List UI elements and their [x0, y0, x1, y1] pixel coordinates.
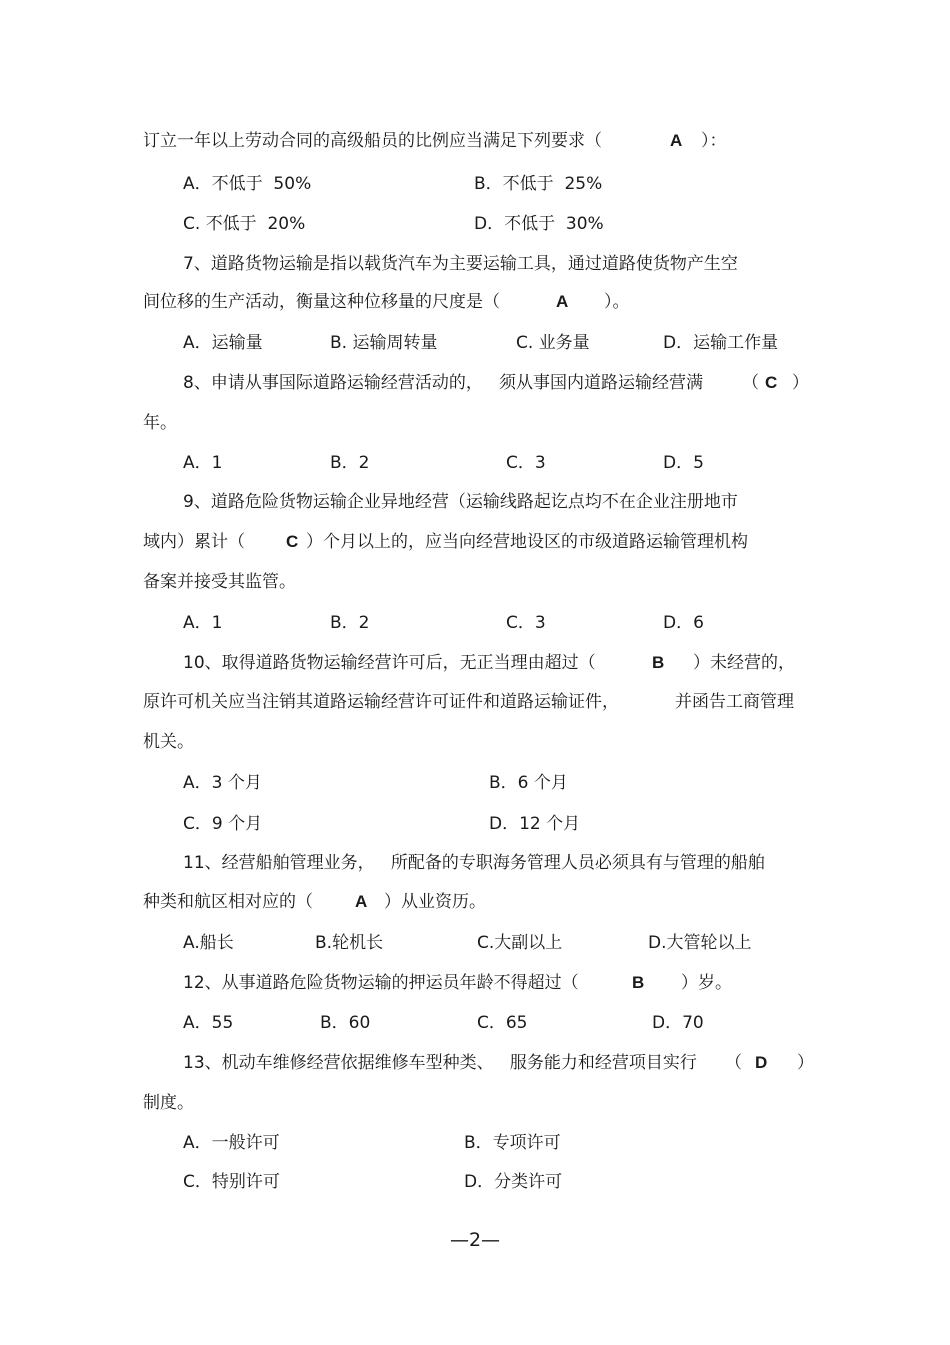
question-8-answer: C — [765, 373, 778, 392]
question-7-option-d: D．运输工作量 — [663, 333, 779, 353]
question-11-option-c: C.大副以上 — [477, 933, 563, 953]
question-7-line-1: 7、道路货物运输是指以载货汽车为主要运输工具，通过道路使货物产生空 — [183, 254, 738, 274]
question-10-line-1-start: 10、取得道路货物运输经营许可后，无正当理由超过（ — [183, 653, 596, 673]
question-6-option-b: B．不低于 25% — [474, 174, 603, 194]
question-6-option-c: C. 不低于 20% — [183, 214, 306, 234]
question-13-option-b: B．专项许可 — [464, 1133, 561, 1153]
question-11-line-1: 11、经营船舶管理业务， 所配备的专职海务管理人员必须具有与管理的船舶 — [183, 853, 765, 873]
question-11-line-2-end: ）从业资历。 — [384, 892, 486, 912]
question-9-line-1: 9、道路危险货物运输企业异地经营（运输线路起讫点均不在企业注册地市 — [183, 492, 738, 512]
question-8-option-a: A．1 — [183, 453, 223, 473]
question-7-line-2: 间位移的生产活动，衡量这种位移量的尺度是（ — [143, 292, 500, 312]
question-12-option-a: A．55 — [183, 1013, 234, 1033]
question-9-option-b: B．2 — [330, 613, 370, 633]
question-6-stem-end: ）： — [701, 131, 727, 151]
question-8-line-1: 8、申请从事国际道路运输经营活动的， 须从事国内道路运输经营满 — [183, 373, 704, 393]
question-6-option-a: A．不低于 50% — [183, 174, 312, 194]
question-13-answer: D — [755, 1053, 768, 1072]
question-11-option-b: B.轮机长 — [315, 933, 384, 953]
question-12-stem-end: ）岁。 — [681, 973, 732, 993]
question-13-option-c: C．特别许可 — [183, 1172, 280, 1192]
question-7-option-c: C. 业务量 — [516, 333, 590, 353]
question-13-open-paren: （ — [725, 1053, 742, 1073]
question-11-option-d: D.大管轮以上 — [648, 933, 752, 953]
question-9-answer: C — [286, 532, 299, 551]
question-9-option-c: C．3 — [506, 613, 546, 633]
question-12-stem: 12、从事道路危险货物运输的押运员年龄不得超过（ — [183, 973, 579, 993]
question-9-line-3: 备案并接受其监管。 — [143, 572, 296, 592]
question-10-line-3: 机关。 — [143, 732, 194, 752]
question-7-answer: A — [556, 292, 569, 311]
question-13-line-2: 制度。 — [143, 1093, 194, 1113]
question-9-option-a: A．1 — [183, 613, 223, 633]
question-13-option-d: D．分类许可 — [464, 1172, 563, 1192]
question-11-line-2-start: 种类和航区相对应的（ — [143, 892, 313, 912]
question-10-line-1-end: ）未经营的， — [693, 653, 795, 673]
question-10-line-2-end: 并函告工商管理 — [675, 692, 794, 712]
question-6-stem: 订立一年以上劳动合同的高级船员的比例应当满足下列要求（ — [143, 131, 602, 151]
question-11-option-a: A.船长 — [183, 933, 234, 953]
question-11-answer: A — [355, 892, 368, 911]
question-9-line-2-end: ）个月以上的，应当向经营地设区的市级道路运输管理机构 — [306, 532, 748, 552]
question-7-option-b: B. 运输周转量 — [330, 333, 438, 353]
question-9-option-d: D．6 — [663, 613, 704, 633]
question-12-option-d: D．70 — [652, 1013, 704, 1033]
question-10-option-a: A．3 个月 — [183, 773, 262, 793]
question-12-option-c: C．65 — [477, 1013, 528, 1033]
question-9-line-2-start: 域内）累计（ — [143, 532, 245, 552]
question-12-answer: B — [632, 973, 645, 992]
question-10-line-2-start: 原许可机关应当注销其道路运输经营许可证件和道路运输证件， — [143, 692, 619, 712]
question-10-answer: B — [652, 653, 665, 672]
question-7-option-a: A．运输量 — [183, 333, 263, 353]
question-10-option-b: B．6 个月 — [489, 773, 568, 793]
question-8-line-2: 年。 — [143, 413, 177, 433]
question-13-option-a: A．一般许可 — [183, 1133, 280, 1153]
question-8-open-paren: （ — [742, 373, 759, 393]
question-6-answer: A — [670, 131, 683, 150]
question-6-option-d: D．不低于 30% — [474, 214, 604, 234]
question-8-close-paren: ） — [792, 373, 809, 393]
question-13-close-paren: ） — [797, 1053, 814, 1073]
question-13-line-1: 13、机动车维修经营依据维修车型种类、 服务能力和经营项目实行 — [183, 1053, 697, 1073]
question-8-option-b: B．2 — [330, 453, 370, 473]
question-12-option-b: B．60 — [320, 1013, 371, 1033]
question-10-option-c: C．9 个月 — [183, 814, 263, 834]
question-8-option-d: D．5 — [663, 453, 704, 473]
page-number: —2— — [449, 1229, 501, 1251]
question-7-stem-end: ）。 — [604, 292, 630, 312]
question-8-option-c: C．3 — [506, 453, 546, 473]
question-10-option-d: D．12 个月 — [489, 814, 581, 834]
